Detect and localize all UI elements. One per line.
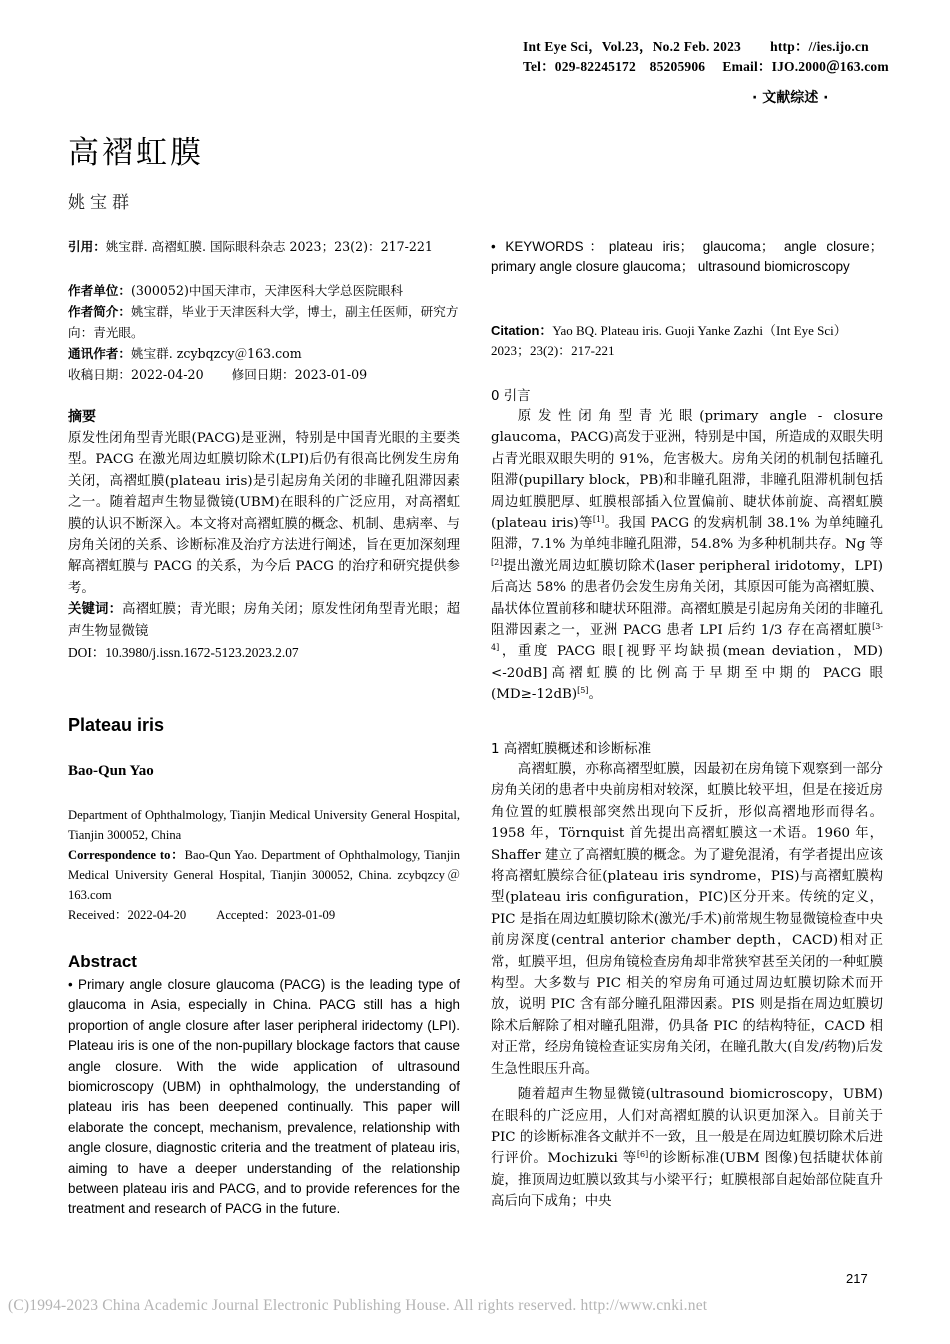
journal-volume: Int Eye Sci，Vol.23，No.2 Feb. 2023 (523, 39, 741, 54)
keywords-cn: 高褶虹膜；青光眼；房角关闭；原发性闭角型青光眼；超声生物显微镜 (68, 602, 461, 639)
journal-website: http：//ies.ijo.cn (770, 39, 869, 54)
ref-5[interactable]: [5] (577, 686, 589, 696)
section1-paragraph-2: 随着超声生物显微镜(ultrasound biomicroscopy，UBM)在眼科的广泛应用，人们对高褶虹膜的认识更加深入。目前关于 PIC 的诊断标准各文献并不一致，且一般是在周边虹膜切除术后进行评价。Mochizuki 等[6]的诊断标准(UBM 图像)包括睫状体前旋，推顶周边虹膜以致其与小梁平行；虹膜根部自起始部位陡直升高后向下成角；中央 (491, 1087, 884, 1210)
page-title: 高褶虹膜 (68, 135, 204, 171)
english-corr-label: Correspondence to： (68, 848, 185, 862)
author-meta-cn (68, 280, 463, 385)
journal-contact (523, 55, 889, 75)
keywords-cn-label: 关键词： (68, 602, 123, 618)
revised-date: 修回日期：2023-01-09 (231, 367, 368, 382)
section1-paragraph-1: 高褶虹膜，亦称高褶型虹膜，因最初在房角镜下观察到一部分房角关闭的患者中央前房相对较深，虹膜比较平坦，但是在接近房角位置的虹膜根部突然出现向下反折，形似高褶地形而得名。1958 年，Törnquist 首先提出高褶虹膜这一术语。1960 年，Shaffer 建立了高褶虹膜的概念。为了避免混淆，有学者提出应该将高褶虹膜综合征(plateau iris syndrome，PIS)与高褶虹膜构型(plateau iris configuration，PIC)区分开来。传统的定义，PIC 是指在周边虹膜切除术(激光/手术)前常规生物显微镜检查中央前房深度(central anterior chamber depth，CACD)相对正常，虹膜平坦，但房角镜检查房角却非常狭窄甚至关闭的一种虹膜构型。大多数与 PIC 相关的窄房角可通过周边虹膜切除术而开放，说明 PIC 含有部分瞳孔阻滞因素。PIS 则是指在周边虹膜切除术后解除了相对瞳孔阻滞，仍具备 PIC 的结构特征，CACD 相对正常，经房角镜检查证实房角关闭，在瞳孔散大(自发/药物)后发生急性眼压升高。 (491, 762, 883, 1077)
english-department: Department of Ophthalmology, Tianjin Medical University General Hospital, Tianjin 300052, China (68, 808, 460, 842)
section1-body (491, 759, 883, 1213)
section1-heading: 1 高褶虹膜概述和诊断标准 (491, 742, 652, 757)
abstract-cn (68, 428, 460, 663)
intro-heading: 0 引言 (491, 389, 531, 404)
english-title: Plateau iris (68, 715, 165, 735)
affil-label: 作者单位： (68, 283, 131, 298)
english-author: Bao-Qun Yao (68, 763, 154, 779)
english-keywords-text: plateau iris； glaucoma； angle closure； primary angle closure glaucoma； ultrasound biomicroscopy (491, 239, 883, 275)
abstract-cn-text: 原发性闭角型青光眼(PACG)是亚洲，特别是中国青光眼的主要类型。PACG 在激光周边虹膜切除术(LPI)后仍有很高比例发生房角关闭，高褶虹膜(plateau iris)是引起房角关闭的非瞳孔阻滞因素之一。随着超声生物显微镜(UBM)在眼科的广泛应用，对高褶虹膜的认识不断深入。本文将对高褶虹膜的概念、机制、患病率、与房角关闭的关系、诊断标准及治疗方法进行阐述，旨在更加深刻理解高褶虹膜与 PACG 的关系，为今后 PACG 的治疗和研究提供参考。 (68, 431, 460, 596)
english-corr-text: Bao-Qun Yao. Department of Ophthalmology, Tianjin Medical University General Hospital, Tianjin 300052, China. zcybqzcy＠163.com (68, 848, 460, 902)
corr-label: 通讯作者： (68, 346, 131, 361)
english-keywords (491, 237, 883, 278)
english-citation-label: Citation： (491, 323, 553, 338)
english-accepted: Accepted：2023-01-09 (216, 908, 336, 922)
ref-6[interactable]: [6] (636, 1150, 649, 1160)
english-meta (68, 805, 460, 925)
section-tag: · 文献综述 · (752, 90, 829, 106)
english-citation (491, 321, 883, 361)
english-citation-text: Yao BQ. Plateau iris. Guoji Yanke Zazhi（Int Eye Sci）2023；23(2)：217-221 (491, 323, 847, 358)
citation-label: 引用： (68, 239, 106, 254)
intro-body (491, 406, 883, 706)
ref-1[interactable]: [1] (592, 515, 605, 525)
journal-email: Email：IJO.2000＠163.com (722, 59, 889, 74)
page-number: 217 (846, 1271, 868, 1286)
author-name-cn: 姚宝群 (68, 193, 134, 213)
intro-paragraph: 原发性闭角型青光眼(primary angle - closure glaucoma，PACG)高发于亚洲，特别是中国，所造成的双眼失明占青光眼双眼失明的 91%，危害极大。房角关闭的机制包括瞳孔阻滞(pupillary block，PB)和非瞳孔阻滞，非瞳孔阻滞机制包括周边虹膜肥厚、虹膜根部插入位置偏前、睫状体前旋、高褶虹膜(plateau iris)等[1]。我国 PACG 的发病机制 38.1% 为单纯瞳孔阻滞，7.1% 为单纯非瞳孔阻滞，54.8% 为多种机制共存。Ng 等[2]提出激光周边虹膜切除术(laser peripheral iridotomy，LPI)后高达 58% 的患者仍会发生房角关闭，其原因可能为高褶虹膜、晶状体位置前移和睫状环阻滞。高褶虹膜是引起房角关闭的非瞳孔阻滞因素之一，亚洲 PACG 患者 LPI 后约 1/3 存在高褶虹膜[3-4]，重度 PACG 眼[视野平均缺损(mean deviation，MD)<-20dB]高褶虹膜的比例高于早期至中期的 PACG 眼(MD≥-12dB)[5]。 (491, 409, 883, 703)
affil-text: (300052)中国天津市，天津医科大学总医院眼科 (130, 283, 403, 298)
english-abstract-text: • Primary angle closure glaucoma (PACG) is the leading type of glaucoma in Asia, especially in China. PACG still has a high proportion of angle closure after laser peripheral iridectomy (LPI). Plateau iris is one of the non-pupillary blockage factors that cause angle closure. With the wide application of ultrasound biomicroscopy (UBM) in ophthalmology, the understanding of plateau iris has been deepened continually. This paper will elaborate the concept, mechanism, prevalence, relationship with angle closure, diagnostic criteria and the treatment of plateau iris, aiming to have a deeper understanding of the relationship between plateau iris and PACG, and to provide references for the treatment and research of PACG in the future. (68, 977, 460, 1217)
english-abstract (68, 975, 460, 1220)
doi: DOI：10.3980/j.issn.1672-5123.2023.2.07 (68, 645, 299, 661)
bio-label: 作者简介： (68, 304, 131, 319)
copyright-footer: (C)1994-2023 China Academic Journal Electronic Publishing House. All rights reserved. http://www.cnki.net (8, 1297, 708, 1314)
journal-info (523, 35, 869, 55)
english-received: Received：2022-04-20 (68, 908, 187, 922)
citation-cn (68, 236, 463, 257)
ref-2[interactable]: [2] (491, 557, 503, 567)
abstract-heading: Abstract (68, 952, 137, 971)
journal-tel: Tel：029-82245172 85205906 (523, 59, 706, 74)
received-date: 收稿日期：2022-04-20 (68, 367, 204, 382)
corr-text: 姚宝群. zcybqzcy＠163.com (130, 346, 302, 361)
bio-text: 姚宝群，毕业于天津医科大学，博士，副主任医师，研究方向：青光眼。 (68, 304, 459, 340)
citation-text: 姚宝群. 高褶虹膜. 国际眼科杂志 2023；23(2)：217-221 (105, 239, 433, 254)
abstract-cn-heading: 摘要 (68, 409, 96, 425)
ref-3-4[interactable]: [3-4] (491, 622, 883, 653)
english-keywords-label: • KEYWORDS： (491, 239, 609, 254)
